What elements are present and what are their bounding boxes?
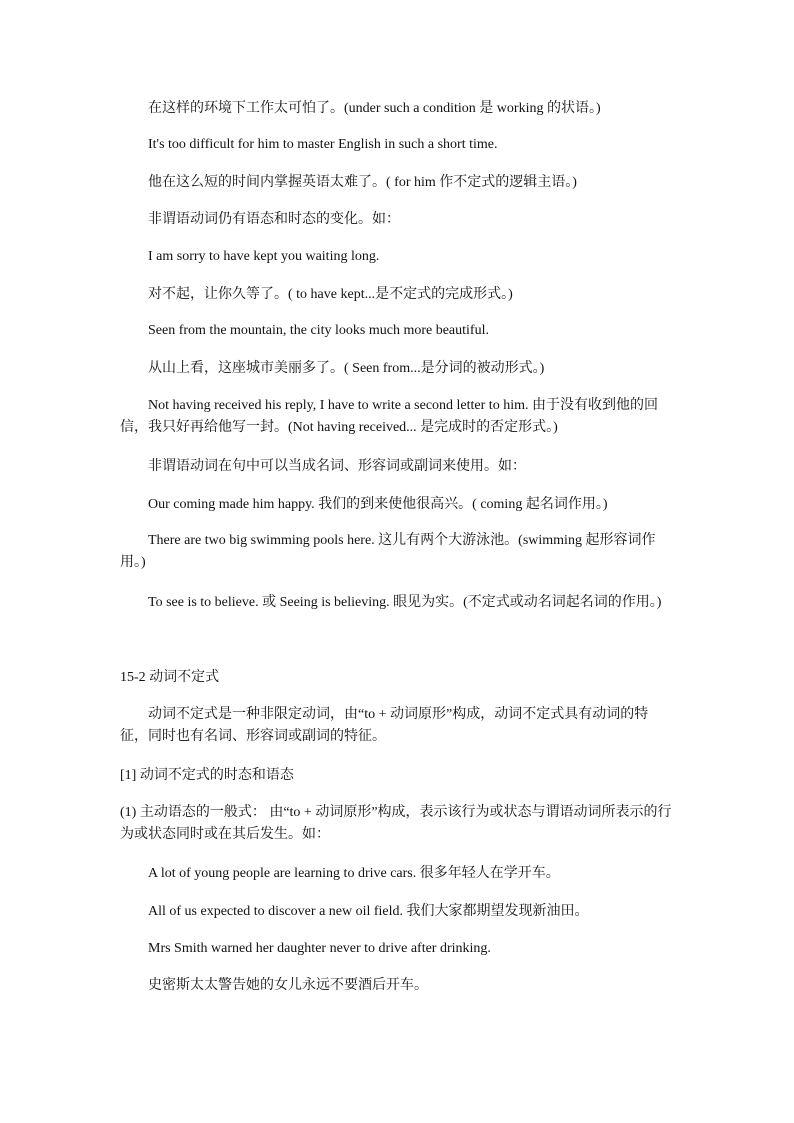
paragraph: 对不起，让你久等了。( to have kept...是不定式的完成形式。) xyxy=(148,287,513,302)
paragraph: 史密斯太太警告她的女儿永远不要酒后开车。 xyxy=(148,978,428,993)
paragraph: (1) 主动语态的一般式： 由“to + 动词原形”构成，表示该行为或状态与谓语动词所表示的行为或状态同时或在其后发生。如： xyxy=(120,805,672,842)
paragraph: It's too difficult for him to master English in such a short time. xyxy=(148,137,498,152)
paragraph: Mrs Smith warned her daughter never to drive after drinking. xyxy=(148,941,491,956)
paragraph: 非谓语动词仍有语态和时态的变化。如： xyxy=(148,212,400,227)
subheading: [1] 动词不定式的时态和语态 xyxy=(120,768,294,783)
paragraph: Not having received his reply, I have to write a second letter to him. 由于没有收到他的回信，我只好再给他写一封。(Not having received... 是完成时的否定形式。) xyxy=(120,398,658,435)
paragraph: I am sorry to have kept you waiting long. xyxy=(148,249,380,264)
paragraph: 在这样的环境下工作太可怕了。(under such a condition 是 working 的状语。) xyxy=(148,101,601,116)
paragraph: A lot of young people are learning to drive cars. 很多年轻人在学开车。 xyxy=(148,866,560,881)
paragraph: To see is to believe. 或 Seeing is believing. 眼见为实。(不定式或动名词起名词的作用。) xyxy=(148,595,662,610)
section-heading: 15-2 动词不定式 xyxy=(120,670,220,685)
paragraph: 从山上看，这座城市美丽多了。( Seen from...是分词的被动形式。) xyxy=(148,361,545,376)
paragraph: Seen from the mountain, the city looks much more beautiful. xyxy=(148,323,489,338)
paragraph: 动词不定式是一种非限定动词，由“to + 动词原形”构成，动词不定式具有动词的特征，同时也有名词、形容词或副词的特征。 xyxy=(120,707,649,744)
paragraph: All of us expected to discover a new oil field. 我们大家都期望发现新油田。 xyxy=(148,904,589,919)
paragraph: There are two big swimming pools here. 这儿有两个大游泳池。(swimming 起形容词作用。) xyxy=(120,533,656,570)
paragraph: Our coming made him happy. 我们的到来使他很高兴。( coming 起名词作用。) xyxy=(148,497,608,512)
paragraph: 他在这么短的时间内掌握英语太难了。( for him 作不定式的逻辑主语。) xyxy=(148,175,577,190)
paragraph: 非谓语动词在句中可以当成名词、形容词或副词来使用。如： xyxy=(148,459,526,474)
